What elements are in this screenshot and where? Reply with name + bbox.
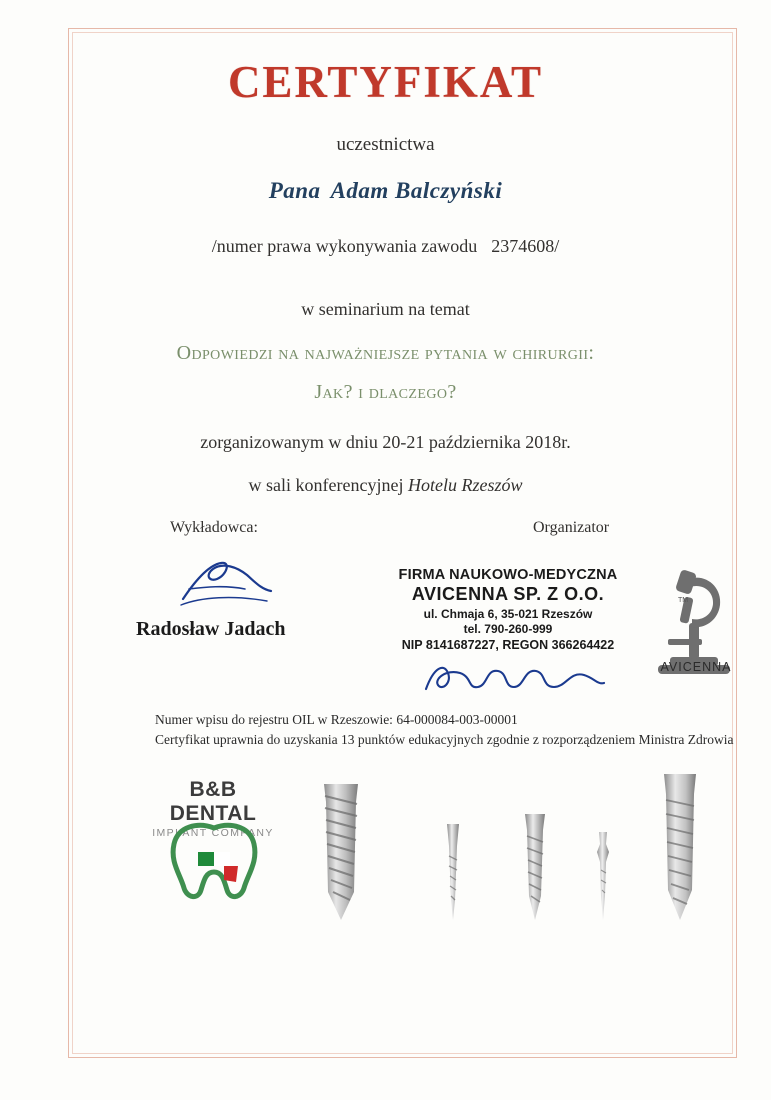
stamp-line-2: AVICENNA SP. Z O.O. <box>411 584 605 604</box>
stamp-line-3: ul. Chmaja 6, 35-021 Rzeszów <box>423 607 593 621</box>
lecturer-label: Wykładowca: <box>170 519 258 536</box>
stamp-line-4: tel. 790-260-999 <box>463 622 553 636</box>
page-title: CERTYFIKAT <box>227 57 544 107</box>
license-label: /numer prawa wykonywania zawodu <box>211 236 478 256</box>
stamp-line-1: FIRMA NAUKOWO-MEDYCZNA <box>398 567 618 583</box>
avicenna-brand-name: AVICENNA <box>660 660 732 674</box>
lecturer-name: Radosław Jadach <box>136 618 286 640</box>
implant-tall-screw <box>652 772 708 922</box>
bb-dental-name: B&B DENTAL <box>169 778 257 825</box>
certificate-subtitle: uczestnictwa <box>336 134 435 155</box>
license-number: 2374608/ <box>491 236 560 256</box>
seminar-topic-line-1: Odpowiedzi na najważniejsze pytania w chirurgii: <box>176 342 595 364</box>
participant-line <box>0 178 771 204</box>
registry-line-2: Certyfikat uprawnia do uzyskania 13 punktów edukacyjnych zgodnie z rozporządzeniem Ministra Zdrowia <box>155 731 734 747</box>
organizer-stamp <box>392 567 624 652</box>
organizer-signature-icon <box>420 655 610 699</box>
venue-name: Hotelu Rzeszów <box>407 475 523 495</box>
implant-product-images <box>300 770 720 940</box>
trademark-mark: TM <box>678 597 689 604</box>
registry-info <box>155 710 733 749</box>
event-date-line: zorganizowanym w dniu 20-21 października 2018r. <box>200 432 571 452</box>
seminar-lead: w seminarium na temat <box>301 299 470 319</box>
seminar-topic-line-2: Jak? i dlaczego? <box>314 381 457 403</box>
participant-honorific: Pana <box>268 178 321 203</box>
lecturer-signature-icon <box>175 545 285 615</box>
organizer-label: Organizator <box>533 519 610 536</box>
certificate-content <box>0 0 771 496</box>
stamp-line-5: NIP 8141687227, REGON 366264422 <box>401 638 615 652</box>
sponsor-band <box>0 770 771 940</box>
bb-dental-tagline: IMPLANT COMPANY <box>152 827 274 839</box>
registry-line-1: Numer wpisu do rejestru OIL w Rzeszowie: 64-000084-003-00001 <box>155 712 518 727</box>
participant-name: Adam Balczyński <box>330 178 503 203</box>
implant-large-screw <box>310 782 372 922</box>
implant-medium-screw <box>518 812 552 922</box>
implant-abutment-pin <box>592 830 614 922</box>
venue-prefix: w sali konferencyjnej <box>248 475 404 495</box>
implant-thin-pin <box>440 822 466 922</box>
license-line <box>0 236 771 257</box>
tooth-logo-icon <box>168 822 260 902</box>
event-venue-line <box>0 475 771 496</box>
signature-area <box>0 505 771 705</box>
